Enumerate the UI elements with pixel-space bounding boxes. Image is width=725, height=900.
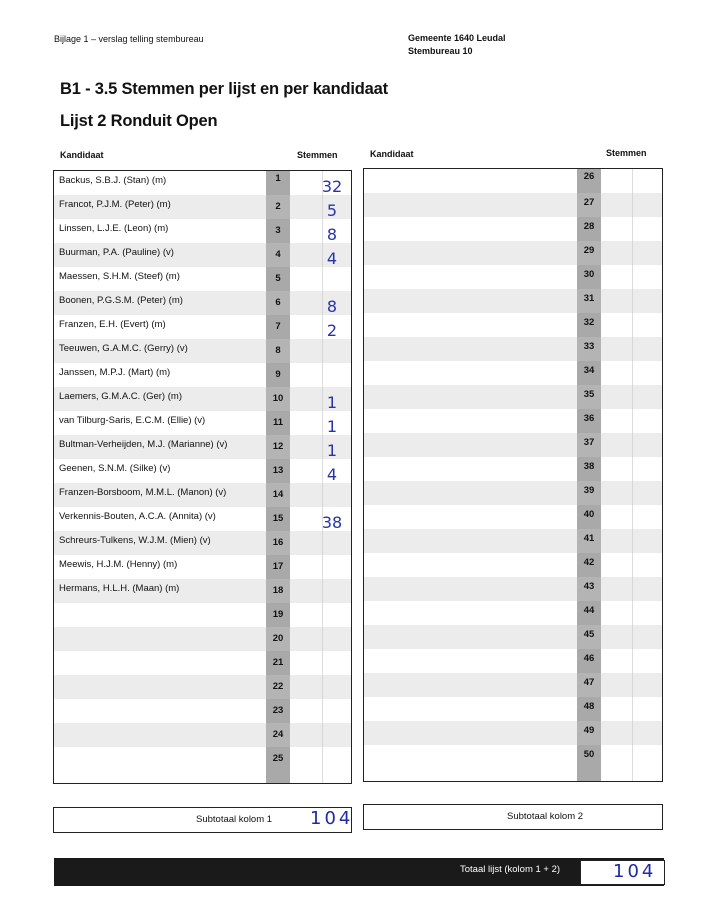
candidate-number: 31 (583, 293, 595, 304)
candidate-row (364, 193, 662, 217)
votes-value: 1 (326, 393, 338, 412)
candidate-number: 2 (275, 201, 281, 212)
candidate-number: 30 (583, 269, 595, 280)
votes-value: 4 (326, 249, 338, 268)
candidate-row (54, 291, 351, 315)
candidate-number: 39 (583, 485, 595, 496)
candidate-number: 35 (583, 389, 595, 400)
candidate-row (54, 651, 351, 675)
candidate-number: 36 (583, 413, 595, 424)
candidate-row (54, 243, 351, 267)
candidate-row (364, 289, 662, 313)
candidate-number: 6 (275, 297, 281, 308)
candidate-row (54, 411, 351, 435)
candidate-number: 48 (583, 701, 595, 712)
subtotal-column-1-value: 104 (310, 808, 354, 829)
candidate-number: 42 (583, 557, 595, 568)
candidate-table-column-2 (363, 168, 663, 782)
candidate-number: 37 (583, 437, 595, 448)
candidate-row (364, 553, 662, 577)
candidate-row (364, 457, 662, 481)
candidate-row (54, 723, 351, 747)
candidate-number: 1 (275, 173, 281, 184)
candidate-number: 29 (583, 245, 595, 256)
candidate-name: Franzen-Borsboom, M.M.L. (Manon) (v) (59, 487, 227, 498)
candidate-row (364, 169, 662, 193)
candidate-row (364, 625, 662, 649)
candidate-row (364, 217, 662, 241)
votes-value: 4 (326, 465, 338, 484)
candidate-number: 41 (583, 533, 595, 544)
votes-value: 1 (326, 441, 338, 460)
candidate-number: 14 (272, 489, 284, 500)
votes-value: 38 (321, 513, 343, 532)
candidate-name: van Tilburg-Saris, E.C.M. (Ellie) (v) (59, 415, 206, 426)
candidate-row (364, 673, 662, 697)
votes-value: 8 (326, 225, 338, 244)
candidate-row (364, 337, 662, 361)
candidate-row (54, 315, 351, 339)
candidate-row (54, 507, 351, 531)
candidate-number: 49 (583, 725, 595, 736)
candidate-name: Franzen, E.H. (Evert) (m) (59, 319, 166, 330)
total-bar (54, 858, 664, 886)
candidate-number: 16 (272, 537, 284, 548)
candidate-name: Teeuwen, G.A.M.C. (Gerry) (v) (59, 343, 188, 354)
candidate-number: 24 (272, 729, 284, 740)
appendix-label: Bijlage 1 – verslag telling stembureau (54, 34, 204, 44)
candidate-row (54, 483, 351, 507)
candidate-number: 34 (583, 365, 595, 376)
municipality-name: Gemeente 1640 Leudal (408, 33, 506, 43)
candidate-number: 15 (272, 513, 284, 524)
candidate-row (364, 481, 662, 505)
candidate-row (54, 531, 351, 555)
candidate-row (54, 435, 351, 459)
candidate-name: Francot, P.J.M. (Peter) (m) (59, 199, 171, 210)
total-label: Totaal lijst (kolom 1 + 2) (460, 864, 561, 875)
candidate-row (54, 195, 351, 219)
candidate-number: 4 (275, 249, 281, 260)
candidate-row (364, 721, 662, 745)
candidate-row (54, 627, 351, 651)
candidate-table-column-1 (53, 170, 352, 784)
column-header-kandidaat-2: Kandidaat (370, 149, 414, 159)
candidate-name: Schreurs-Tulkens, W.J.M. (Mien) (v) (59, 535, 211, 546)
candidate-number: 27 (583, 197, 595, 208)
candidate-row (364, 505, 662, 529)
candidate-number: 23 (272, 705, 284, 716)
candidate-row (364, 577, 662, 601)
candidate-number: 45 (583, 629, 595, 640)
candidate-row (364, 745, 662, 769)
candidate-number: 10 (272, 393, 284, 404)
candidate-number: 7 (275, 321, 281, 332)
candidate-number: 3 (275, 225, 281, 236)
candidate-row (54, 267, 351, 291)
candidate-number: 50 (583, 749, 595, 760)
candidate-number: 13 (272, 465, 284, 476)
candidate-number: 28 (583, 221, 595, 232)
candidate-row (54, 459, 351, 483)
candidate-name: Hermans, H.L.H. (Maan) (m) (59, 583, 180, 594)
candidate-row (54, 363, 351, 387)
subtotal-column-1-label: Subtotaal kolom 1 (196, 814, 273, 825)
candidate-row (54, 699, 351, 723)
candidate-number: 17 (272, 561, 284, 572)
municipality-block (408, 32, 506, 58)
candidate-number: 26 (583, 171, 595, 182)
candidate-number: 40 (583, 509, 595, 520)
candidate-number: 44 (583, 605, 595, 616)
candidate-number: 32 (583, 317, 595, 328)
candidate-row (364, 241, 662, 265)
candidate-number: 11 (272, 417, 284, 428)
column-header-stemmen-1: Stemmen (297, 150, 338, 160)
candidate-name: Maessen, S.H.M. (Steef) (m) (59, 271, 180, 282)
candidate-number: 19 (272, 609, 284, 620)
subtotal-column-2-box (363, 804, 663, 830)
votes-value: 1 (326, 417, 338, 436)
candidate-number: 22 (272, 681, 284, 692)
candidate-row (364, 313, 662, 337)
candidate-name: Geenen, S.N.M. (Silke) (v) (59, 463, 171, 474)
candidate-row (54, 171, 351, 195)
candidate-number: 8 (275, 345, 281, 356)
candidate-row (54, 675, 351, 699)
polling-station: Stembureau 10 (408, 46, 473, 56)
candidate-row (364, 649, 662, 673)
candidate-name: Backus, S.B.J. (Stan) (m) (59, 175, 167, 186)
candidate-number: 5 (275, 273, 281, 284)
candidate-row (54, 555, 351, 579)
candidate-name: Laemers, G.M.A.C. (Ger) (m) (59, 391, 182, 402)
candidate-number: 43 (583, 581, 595, 592)
candidate-row (364, 601, 662, 625)
candidate-row (364, 529, 662, 553)
candidate-number: 18 (272, 585, 284, 596)
page-title: B1 - 3.5 Stemmen per lijst en per kandidaat (60, 80, 388, 98)
candidate-row (364, 409, 662, 433)
votes-value: 2 (326, 321, 338, 340)
candidate-row (54, 387, 351, 411)
candidate-name: Janssen, M.P.J. (Mart) (m) (59, 367, 171, 378)
candidate-number: 33 (583, 341, 595, 352)
votes-value: 8 (326, 297, 338, 316)
candidate-row (54, 339, 351, 363)
candidate-number: 20 (272, 633, 284, 644)
candidate-row (364, 433, 662, 457)
candidate-row (54, 603, 351, 627)
candidate-name: Bultman-Verheijden, M.J. (Marianne) (v) (59, 439, 228, 450)
candidate-row (54, 579, 351, 603)
candidate-number: 9 (275, 369, 281, 380)
candidate-number: 47 (583, 677, 595, 688)
votes-value: 5 (326, 201, 338, 220)
candidate-row (364, 361, 662, 385)
votes-value: 32 (321, 177, 343, 196)
candidate-name: Boonen, P.G.S.M. (Peter) (m) (59, 295, 183, 306)
subtotal-column-1-box (53, 807, 352, 833)
candidate-row (364, 697, 662, 721)
candidate-number: 12 (272, 441, 284, 452)
candidate-name: Buurman, P.A. (Pauline) (v) (59, 247, 174, 258)
candidate-number: 21 (272, 657, 284, 668)
column-header-stemmen-2: Stemmen (606, 148, 647, 158)
list-title: Lijst 2 Ronduit Open (60, 112, 218, 130)
subtotal-column-2-label: Subtotaal kolom 2 (507, 811, 584, 822)
column-header-kandidaat-1: Kandidaat (60, 150, 104, 160)
candidate-row (54, 219, 351, 243)
candidate-number: 38 (583, 461, 595, 472)
candidate-number: 25 (272, 753, 284, 764)
candidate-row (364, 265, 662, 289)
candidate-name: Meewis, H.J.M. (Henny) (m) (59, 559, 178, 570)
total-box (580, 860, 665, 885)
candidate-row (54, 747, 351, 771)
candidate-row (364, 385, 662, 409)
candidate-name: Linssen, L.J.E. (Leon) (m) (59, 223, 169, 234)
total-value: 104 (613, 861, 657, 882)
candidate-name: Verkennis-Bouten, A.C.A. (Annita) (v) (59, 511, 216, 522)
candidate-number: 46 (583, 653, 595, 664)
